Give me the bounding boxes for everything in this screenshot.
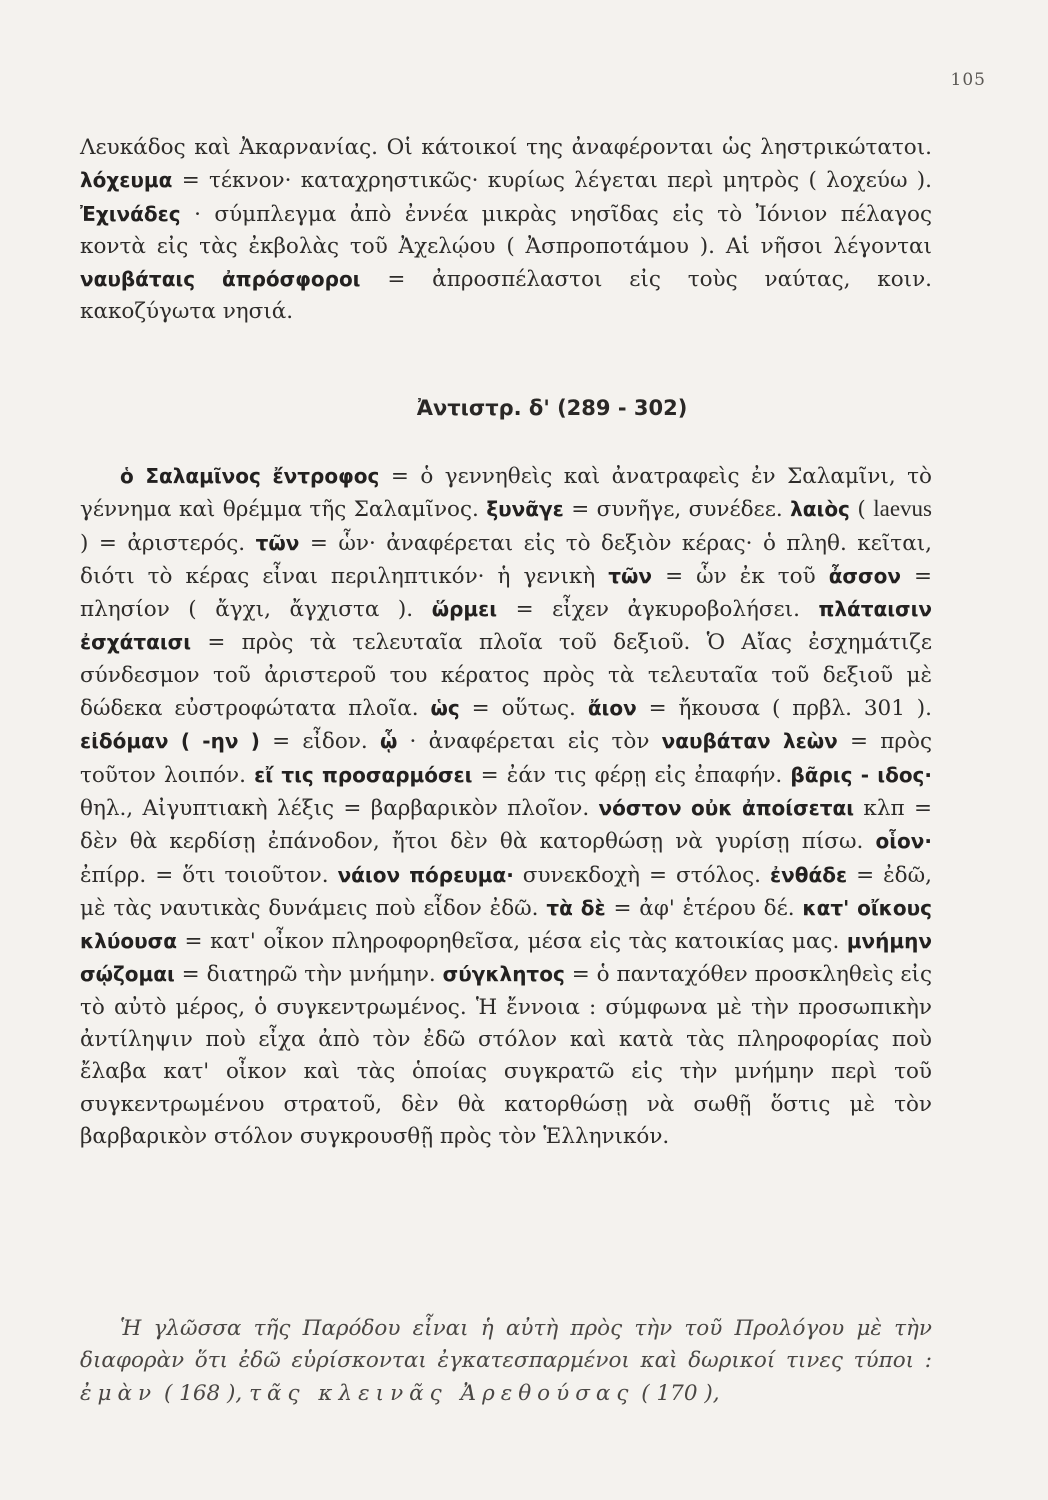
latin-word: laevus: [873, 496, 932, 522]
spaced-form: τᾶς κλεινᾶς Ἀρεθούσας: [249, 1380, 635, 1406]
text-run: (: [849, 497, 874, 523]
lemma-term: λαιὸς: [790, 497, 850, 522]
lemma-term: τῶν: [255, 530, 300, 555]
text-run: θηλ., Αἰγυπτιακὴ λέξις = βαρβαρικὸν πλοῖον.: [80, 795, 599, 821]
text-run: = ὧν ἐκ τοῦ: [652, 563, 829, 589]
lemma-term: ἐνθάδε: [770, 862, 848, 887]
text-run: = τέκνον· καταχρηστικῶς· κυρίως λέγεται περὶ μητρὸς ( λοχεύω ).: [172, 168, 932, 194]
text-run: κλπ = δὲν θὰ κερδίσῃ ἐπάνοδον, ἤτοι δὲν θὰ κατορθώσῃ νὰ γυρίσῃ πίσω.: [80, 795, 932, 855]
text-run: = συνῆγε, συνέδεε.: [563, 497, 791, 523]
lemma-term: ἆσσον: [828, 563, 901, 588]
text-run: = εἶχεν ἀγκυροβολήσει.: [497, 597, 819, 623]
commentary-paragraph-2: [80, 460, 932, 1153]
section-heading: Ἀντιστρ. δ' (289 - 302): [416, 396, 688, 420]
text-run: = πλησίον ( ἄγχι, ἄγχιστα ).: [80, 563, 932, 623]
text-run: = ἐάν τις φέρῃ εἰς ἐπαφήν.: [472, 762, 791, 788]
lemma-term: βᾶρις - ιδος·: [790, 762, 933, 787]
lemma-term: τῶν: [608, 563, 653, 588]
text-run: = ἐδῶ, μὲ τὰς ναυτικὰς δυνάμεις ποὺ εἶδον ἐδῶ.: [80, 862, 932, 921]
commentary-paragraph-1: [80, 132, 932, 329]
lemma-term: εἰδόμαν ( -ην ): [80, 729, 260, 754]
lemma-term: ναυβάταις ἀπρόσφοροι: [80, 267, 361, 292]
text-run: ( 168 ),: [157, 1380, 250, 1406]
text-run: = ἀπροσπέλαστοι εἰς τοὺς ναύτας, κοιν. κακοζύγωτα νησιά.: [80, 267, 933, 325]
lemma-term: ᾧ: [379, 729, 398, 754]
text-run: = διατηρῶ τὴν μνήμην.: [174, 962, 443, 988]
text-run: = οὕτως.: [459, 696, 588, 722]
lemma-term: οἷον·: [875, 829, 932, 854]
text-run: συνεκδοχὴ = στόλος.: [513, 862, 770, 888]
lemma-term: εἴ τις προσαρμόσει: [254, 762, 473, 787]
spaced-form: ἐμὰν: [80, 1380, 158, 1406]
lemma-term: νόστον οὐκ ἀποίσεται: [598, 795, 855, 820]
commentary-paragraph-3: [80, 1313, 932, 1410]
lemma-term: ναυβάταν λεὼν: [661, 729, 838, 754]
text-run: = ὁ πανταχόθεν προσκληθεὶς εἰς τὸ αὐτὸ μέρος, ὁ συγκεντρωμένος. Ἡ ἔννοια : σύμφωνα μὲ τὴν προσωπικὴν ἀντίληψιν ποὺ εἶχα ἀπὸ τὸν ἐδῶ στόλον καὶ κατὰ τὰς πληροφορίας ποὺ ἔλαβα κατ' οἶκον καὶ τὰς ὁποίας συγκρατῶ εἰς τὴν μνήμην περὶ τοῦ συγκεντρωμένου στρατοῦ, δὲν θὰ κατορθώσῃ νὰ σωθῇ ὅστις μὲ τὸν βαρβαρικὸν στόλον συγκρουσθῇ πρὸς τὸν Ἑλληνικόν.: [80, 962, 932, 1149]
lemma-term: ὡς: [430, 696, 460, 721]
text-run: = ἀφ' ἑτέρου δέ.: [605, 895, 803, 921]
text-run: ( 170 ),: [634, 1380, 720, 1406]
lemma-term: λόχευμα: [80, 168, 173, 193]
text-run: = ἤκουσα ( πρβλ. 301 ).: [636, 696, 933, 722]
page-number: 105: [950, 70, 986, 90]
lemma-term: νάιον πόρευμα·: [337, 862, 514, 887]
text-run: = πρὸς τοῦτον λοιπόν.: [80, 729, 932, 788]
lemma-term: κατ' οἴκους κλύουσα: [80, 895, 932, 954]
lemma-term: πλάταισιν ἐσχάταισι: [80, 597, 933, 655]
text-run: = εἶδον.: [259, 729, 380, 755]
lemma-term: Ἐχινάδες: [80, 201, 181, 226]
lemma-term: ξυνᾶγε: [486, 497, 564, 522]
lemma-term: τὰ δὲ: [546, 895, 606, 920]
text-run: · σύμπλεγμα ἀπὸ ἐννέα μικρὰς νησῖδας εἰς τὸ Ἰόνιον πέλαγος κοντὰ εἰς τὰς ἐκβολὰς τοῦ Ἀχελῴου ( Ἀσπροποτάμου ). Αἱ νῆσοι λέγονται: [80, 201, 932, 259]
text-run: ἐπίρρ. = ὅτι τοιοῦτον.: [80, 862, 338, 888]
lemma-term: ὁ Σαλαμῖνος ἔντροφος: [120, 464, 380, 488]
text-run: = πρὸς τὰ τελευταῖα πλοῖα τοῦ δεξιοῦ. Ὁ Αἴας ἐσχημάτιζε σύνδεσμον τοῦ ἀριστεροῦ του κέρατος πρὸς τὰ τελευταῖα τοῦ δεξιοῦ μὲ δώδεκα εὐστροφώτατα πλοῖα.: [80, 630, 932, 722]
text-run: = ὁ γεννηθεὶς καὶ ἀνατραφεὶς ἐν Σαλαμῖνι, τὸ γέννημα καὶ θρέμμα τῆς Σαλαμῖνος.: [80, 464, 932, 523]
text-run: Λευκάδος καὶ Ἀκαρνανίας. Οἱ κάτοικοί της ἀναφέρονται ὡς ληστρικώτατοι.: [80, 135, 932, 160]
lemma-term: ἄιον: [587, 696, 637, 721]
text-run: = κατ' οἶκον πληροφορηθεῖσα, μέσα εἰς τὰς κατοικίας μας.: [176, 929, 847, 955]
text-run: ) = ἀριστερός.: [80, 530, 256, 556]
text-run: = ὧν· ἀναφέρεται εἰς τὸ δεξιὸν κέρας· ὁ πληθ. κεῖται, διότι τὸ κέρας εἶναι περιληπτικόν· ἡ γενικὴ: [80, 530, 932, 589]
lemma-term: ὥρμει: [431, 597, 498, 622]
text-run: Ἡ γλῶσσα τῆς Παρόδου εἶναι ἡ αὐτὴ πρὸς τὴν τοῦ Προλόγου μὲ τὴν διαφορὰν ὅτι ἐδῶ εὑρίσκονται ἐγκατεσπαρμένοι καὶ δωρικοί τινες τύποι :: [80, 1316, 932, 1374]
text-run: · ἀναφέρεται εἰς τὸν: [397, 729, 662, 755]
lemma-term: μνήμην σῴζομαι: [80, 929, 932, 987]
lemma-term: σύγκλητος: [442, 962, 565, 987]
